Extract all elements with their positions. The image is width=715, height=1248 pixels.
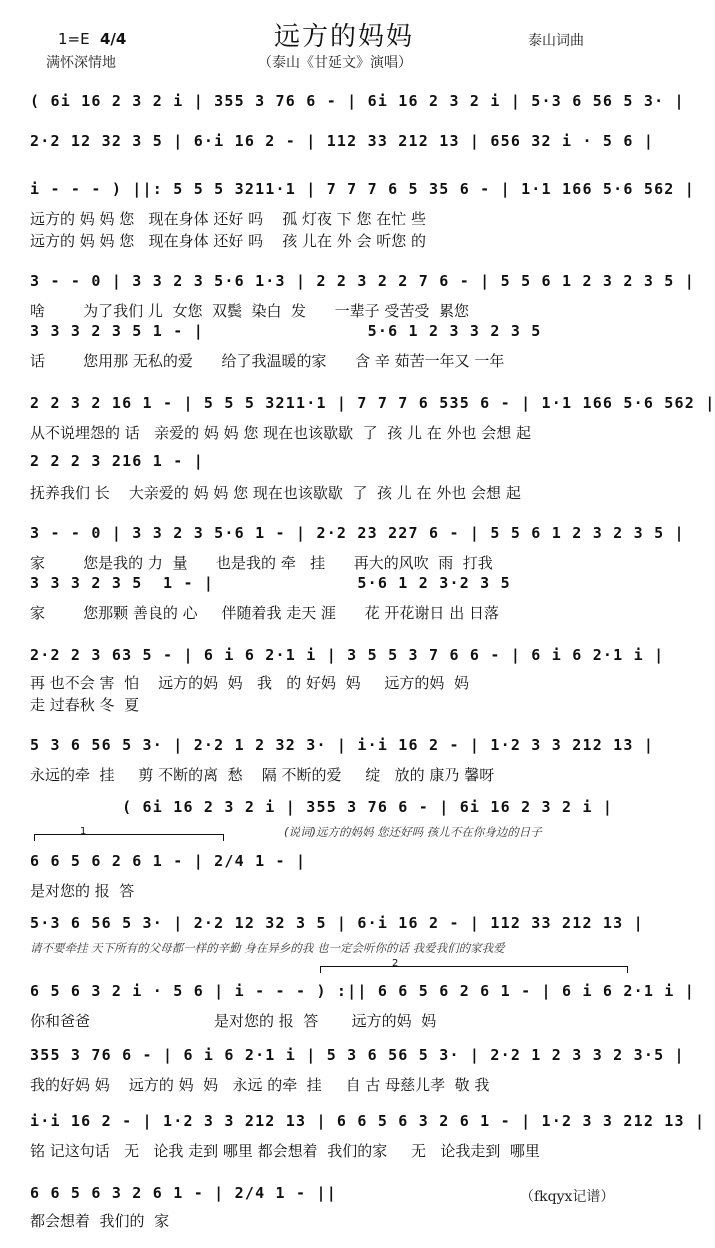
expression-marking: 满怀深情地 [46, 55, 116, 71]
music-line-6: 3 - - 0 | 3 3 2 3 5·6 1 - | 2·2 23 227 6 - | 5 5 6 1 2 3 2 3 5 | [30, 524, 685, 542]
page-title: 远方的妈妈 [274, 22, 415, 52]
first-ending-bracket [34, 834, 224, 835]
lyric-line-5-verse-2: 抚养我们 长 大亲爱的 妈 妈 您 现在也该歇歇 了 孩 儿 在 外也 会想 起 [30, 484, 521, 502]
lyric-line-5-verse-1: 从不说埋怨的 话 亲爱的 妈 妈 您 现在也该歇歇 了 孩 儿 在 外也 会想 起 [30, 424, 532, 442]
lyric-line-4-verse-1: 啥 为了我们 儿 女您 双鬓 染白 发 一辈子 受苦受 累您 [30, 302, 469, 320]
first-ending-number: 1 [80, 826, 87, 837]
music-line-11: 5·3 6 56 5 3· | 2·2 12 32 3 5 | 6·i 16 2 - | 112 33 212 13 | [30, 914, 644, 932]
music-line-9: ( 6i 16 2 3 2 i | 355 3 76 6 - | 6i 16 2 3 2 i | [30, 798, 614, 816]
music-line-15: 6 6 5 6 3 2 6 1 - | 2/4 1 - || [30, 1184, 337, 1202]
music-line-5-alt: 2 2 2 3 216 1 - | [30, 452, 204, 470]
music-line-1: ( 6i 16 2 3 2 i | 355 3 76 6 - | 6i 16 2 3 2 i | 5·3 6 56 5 3· | [30, 92, 685, 110]
music-line-5: 2 2 3 2 16 1 - | 5 5 5 3211·1 | 7 7 7 6 535 6 - | 1·1 166 5·6 562 | [30, 394, 715, 412]
lyric-line-10: 是对您的 报 答 [30, 882, 135, 900]
lyric-line-15: 都会想着 我们的 家 [30, 1212, 170, 1230]
lyric-line-6-verse-1: 家 您是我的 力 量 也是我的 牵 挂 再大的风吹 雨 打我 [30, 554, 493, 572]
music-line-13: 355 3 76 6 - | 6 i 6 2·1 i | 5 3 6 56 5 3· | 2·2 1 2 3 3 2 3·5 | [30, 1046, 685, 1064]
second-ending-bracket [320, 966, 628, 967]
lyric-line-8: 永远的牵 挂 剪 不断的离 愁 隔 不断的爱 绽 放的 康乃 馨呀 [30, 766, 495, 784]
lyric-line-4-verse-2: 话 您用那 无私的爱 给了我温暖的家 含 辛 茹苦一年又 一年 [30, 352, 505, 370]
composer-credit: 泰山词曲 [528, 33, 584, 49]
second-ending-number: 2 [392, 958, 399, 969]
time-signature: 4/4 [100, 30, 127, 48]
music-line-10: 6 6 5 6 2 6 1 - | 2/4 1 - | [30, 852, 307, 870]
music-line-3: i - - - ) ||: 5 5 5 3211·1 | 7 7 7 6 5 35 6 - | 1·1 166 5·6 562 | [30, 180, 695, 198]
music-line-12: 6 5 6 3 2 i · 5 6 | i - - - ) :|| 6 6 5 6 2 6 1 - | 6 i 6 2·1 i | [30, 982, 695, 1000]
lyric-line-14: 铭 记这句话 无 论我 走到 哪里 都会想着 我们的家 无 论我走到 哪里 [30, 1142, 540, 1160]
music-line-2: 2·2 12 32 3 5 | 6·i 16 2 - | 112 33 212 13 | 656 32 i · 5 6 | [30, 132, 655, 150]
lyric-line-13: 我的好妈 妈 远方的 妈 妈 永远 的牵 挂 自 古 母慈儿孝 敬 我 [30, 1076, 490, 1094]
music-line-8: 5 3 6 56 5 3· | 2·2 1 2 32 3· | i·i 16 2 - | 1·2 3 3 212 13 | [30, 736, 655, 754]
music-line-4: 3 - - 0 | 3 3 2 3 5·6 1·3 | 2 2 3 2 2 7 6 - | 5 5 6 1 2 3 2 3 5 | [30, 272, 695, 290]
lyric-line-12: 你和爸爸 是对您的 报 答 远方的妈 妈 [30, 1012, 437, 1030]
lyric-line-6-verse-2: 家 您那颗 善良的 心 伴随着我 走天 涯 花 开花谢日 出 日落 [30, 604, 499, 622]
music-line-14: i·i 16 2 - | 1·2 3 3 212 13 | 6 6 5 6 3 2 6 1 - | 1·2 3 3 212 13 | [30, 1112, 706, 1130]
lyric-line-7-verse-1: 再 也不会 害 怕 远方的妈 妈 我 的 好妈 妈 远方的妈 妈 [30, 674, 469, 692]
music-line-4-alt: 3 3 3 2 3 5 1 - | 5·6 1 2 3 3 2 3 5 [30, 322, 542, 340]
lyric-line-3-verse-1: 远方的 妈 妈 您 现在身体 还好 吗 孤 灯夜 下 您 在忙 些 [30, 210, 427, 228]
music-line-7: 2·2 2 3 63 5 - | 6 i 6 2·1 i | 3 5 5 3 7 6 6 - | 6 i 6 2·1 i | [30, 646, 665, 664]
transcriber-credit: （fkqyx记谱） [520, 1189, 615, 1205]
music-line-6-alt: 3 3 3 2 3 5 1 - | 5·6 1 2 3·2 3 5 [30, 574, 511, 592]
key-signature: 1=E [58, 30, 90, 48]
lyric-line-3-verse-2: 远方的 妈 妈 您 现在身体 还好 吗 孩 儿在 外 会 听您 的 [30, 232, 427, 250]
lyric-line-7-verse-2: 走 过春秋 冬 夏 [30, 696, 140, 714]
spoken-words-line-2: 请不要牵挂 天下所有的父母都一样的辛勤 身在异乡的我 也一定会听你的话 我爱我们的家我爱 [30, 941, 505, 955]
spoken-words-line-1: (说词)远方的妈妈 您还好吗 孩儿不在你身边的日子 [284, 825, 542, 839]
performer-credit: （泰山《甘延文》演唱） [258, 55, 412, 71]
